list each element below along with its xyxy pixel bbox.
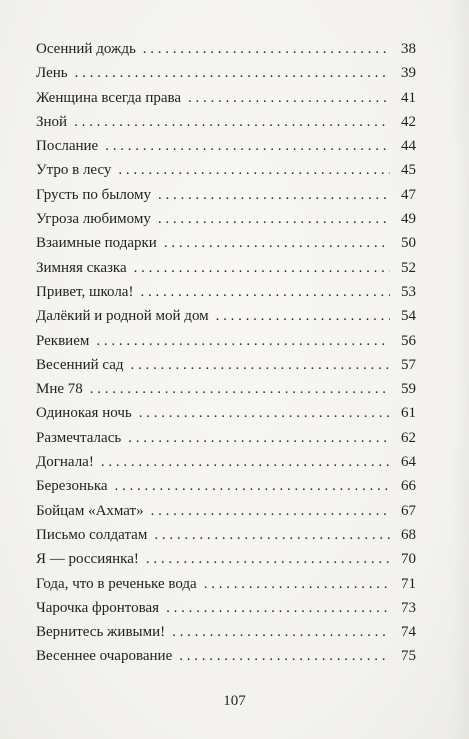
toc-entry-title: Зной — [36, 113, 68, 130]
toc-entry-page: 38 — [401, 41, 416, 57]
toc-entry-title: Утро в лесу — [36, 162, 112, 179]
toc-entry — [36, 158, 416, 182]
toc-entry-title: Догнала! — [36, 454, 94, 471]
toc-entry-title: Мне 78 — [36, 381, 83, 398]
toc-entry-page: 52 — [401, 259, 416, 276]
toc-entry-page: 67 — [401, 502, 416, 519]
table-of-contents — [36, 37, 416, 669]
toc-dot-leader — [134, 256, 390, 280]
toc-entry-title: Бойцам «Ахмат» — [36, 502, 144, 519]
toc-entry-title: Письмо солдатам — [36, 526, 148, 543]
toc-dot-leader — [179, 644, 390, 668]
toc-dot-leader — [101, 450, 390, 474]
toc-entry-page: 53 — [401, 283, 416, 300]
toc-entry — [36, 183, 416, 207]
toc-entry-title: Одинокая ночь — [36, 405, 132, 422]
toc-dot-leader — [118, 158, 390, 182]
toc-entry — [36, 256, 416, 280]
toc-dot-leader — [158, 183, 390, 207]
toc-entry-page: 68 — [401, 526, 416, 543]
toc-entry-page: 42 — [401, 113, 416, 130]
toc-entry-title: Женщина всегда права — [36, 89, 182, 106]
toc-dot-leader — [75, 61, 390, 85]
toc-entry — [36, 523, 416, 547]
toc-entry-title: Реквием — [36, 332, 90, 349]
toc-entry-page: 61 — [401, 405, 416, 422]
toc-entry — [36, 377, 416, 401]
page-edge-shadow — [451, 0, 469, 739]
toc-entry-title: Привет, школа! — [36, 283, 134, 300]
toc-entry — [36, 547, 416, 571]
toc-entry-page: 70 — [401, 551, 416, 568]
toc-entry-title: Весеннее очарование — [36, 648, 173, 665]
toc-entry-page: 57 — [401, 356, 416, 373]
toc-entry-page: 73 — [401, 599, 416, 616]
toc-entry — [36, 474, 416, 498]
toc-entry — [36, 304, 416, 328]
toc-dot-leader — [90, 377, 390, 401]
toc-entry-title: Угроза любимому — [36, 211, 151, 228]
toc-entry — [36, 280, 416, 304]
toc-entry — [36, 231, 416, 255]
toc-dot-leader — [139, 401, 390, 425]
toc-entry-page: 71 — [401, 575, 416, 592]
toc-entry — [36, 572, 416, 596]
toc-entry-page: 49 — [401, 211, 416, 228]
toc-entry — [36, 401, 416, 425]
toc-entry — [36, 644, 416, 668]
toc-entry — [36, 329, 416, 353]
toc-dot-leader — [115, 474, 390, 498]
toc-dot-leader — [131, 353, 390, 377]
toc-entry — [36, 86, 416, 110]
toc-entry-page: 59 — [401, 381, 416, 398]
toc-entry-title: Взаимные подарки — [36, 235, 157, 252]
toc-dot-leader — [158, 207, 390, 231]
toc-entry-page: 74 — [401, 624, 416, 641]
toc-entry-title: Грусть по былому — [36, 186, 152, 203]
page-number: 107 — [223, 693, 246, 709]
toc-entry-page: 47 — [401, 186, 416, 203]
toc-entry — [36, 620, 416, 644]
toc-dot-leader — [164, 231, 390, 255]
toc-entry-page: 56 — [401, 332, 416, 349]
toc-entry-title: Чарочка фронтовая — [36, 599, 160, 616]
toc-entry — [36, 353, 416, 377]
toc-entry-page: 44 — [401, 138, 416, 155]
toc-dot-leader — [128, 426, 390, 450]
toc-dot-leader — [143, 37, 390, 61]
toc-entry — [36, 61, 416, 85]
toc-dot-leader — [96, 329, 390, 353]
toc-entry — [36, 37, 416, 61]
toc-entry-title: Зимняя сказка — [36, 259, 127, 276]
toc-entry — [36, 426, 416, 450]
toc-entry-page: 39 — [401, 65, 416, 82]
toc-entry-title: Я — россиянка! — [36, 551, 139, 568]
toc-entry-page: 62 — [401, 429, 416, 446]
toc-entry — [36, 134, 416, 158]
toc-entry-title: Березонька — [36, 478, 108, 495]
toc-dot-leader — [154, 523, 390, 547]
toc-entry — [36, 499, 416, 523]
toc-dot-leader — [172, 620, 390, 644]
toc-dot-leader — [140, 280, 390, 304]
toc-entry-title: Весенний сад — [36, 356, 124, 373]
toc-entry-title: Лень — [36, 65, 68, 82]
toc-dot-leader — [166, 596, 390, 620]
toc-dot-leader — [188, 86, 390, 110]
toc-dot-leader — [146, 547, 390, 571]
toc-entry-title: Размечталась — [36, 429, 122, 446]
toc-entry-page: 75 — [401, 648, 416, 665]
toc-dot-leader — [74, 110, 390, 134]
toc-entry-page: 54 — [401, 308, 416, 325]
toc-entry-page: 66 — [401, 478, 416, 495]
toc-dot-leader — [151, 499, 390, 523]
toc-dot-leader — [204, 572, 390, 596]
toc-entry-page: 64 — [401, 454, 416, 471]
toc-entry-title: Осенний дождь — [36, 41, 136, 57]
toc-entry-title: Года, что в реченьке вода — [36, 575, 197, 592]
toc-entry — [36, 596, 416, 620]
toc-dot-leader — [216, 304, 390, 328]
toc-entry-title: Далёкий и родной мой дом — [36, 308, 209, 325]
toc-entry-page: 45 — [401, 162, 416, 179]
toc-entry — [36, 450, 416, 474]
toc-entry-title: Послание — [36, 138, 99, 155]
toc-dot-leader — [105, 134, 390, 158]
toc-entry-title: Вернитесь живыми! — [36, 624, 166, 641]
toc-entry-page: 41 — [401, 89, 416, 106]
toc-entry-page: 50 — [401, 235, 416, 252]
toc-entry — [36, 207, 416, 231]
toc-entry — [36, 110, 416, 134]
